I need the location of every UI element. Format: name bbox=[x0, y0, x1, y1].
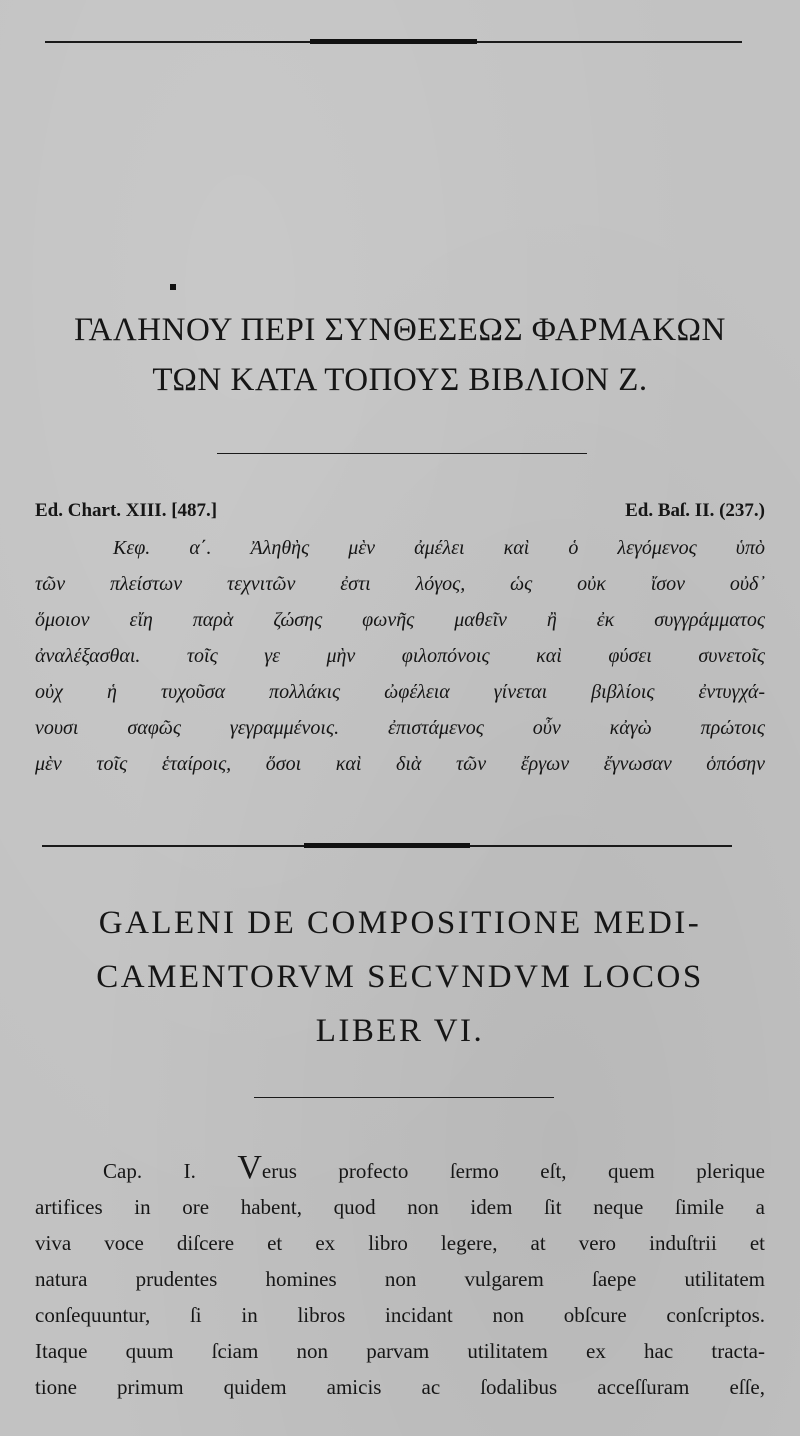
latin-text bbox=[35, 1150, 765, 1405]
latin-text-line: natura prudentes homines non vulgarem ſaepe utilitatem bbox=[35, 1267, 765, 1291]
greek-text-line: οὐχ ἡ τυχοῦσα πολλάκις ὠφέλεια γίνεται βιβλίοις ἐντυγχά- bbox=[35, 681, 765, 703]
edition-chart: Ed. Chart. XIII. [487.] bbox=[35, 500, 218, 521]
latin-text-line: tione primum quidem amicis ac ſodalibus acceſſuram eſſe, bbox=[35, 1375, 765, 1399]
chapter-label: Cap. I. bbox=[103, 1159, 196, 1183]
greek-title-line-2: ΤΩΝ ΚΑΤΑ ΤΟΠΟΥΣ ΒΙΒΛΙΟΝ Ζ. bbox=[152, 362, 648, 398]
latin-text-line: artifices in ore habent, quod non idem ſit neque ſimile a bbox=[35, 1195, 765, 1219]
top-rule bbox=[45, 41, 742, 43]
greek-text-line: νουσι σαφῶς γεγραμμένοις. ἐπιστάμενος οὖν κἀγὼ πρώτοις bbox=[35, 717, 765, 739]
edition-bas: Ed. Baſ. II. (237.) bbox=[625, 500, 765, 521]
latin-text-line: conſequuntur, ſi in libros incidant non obſcure conſcriptos. bbox=[35, 1303, 765, 1327]
latin-title-line-2: CAMENTORVM SECVNDVM LOCOS bbox=[96, 959, 704, 995]
greek-title bbox=[0, 305, 800, 405]
greek-text-line: ἀναλέξασθαι. τοῖς γε μὴν φιλοπόνοις καὶ φύσει συνετοῖς bbox=[35, 645, 765, 667]
latin-title-line-1: GALENI DE COMPOSITIONE MEDI- bbox=[98, 905, 702, 941]
latin-title-rule bbox=[254, 1097, 554, 1098]
greek-title-rule bbox=[217, 453, 587, 454]
latin-text-first-line bbox=[35, 1150, 765, 1189]
ornament-dot bbox=[170, 284, 176, 290]
section-divider-rule bbox=[42, 845, 732, 847]
latin-first-line-rest: erus profecto ſermo eſt, quem plerique bbox=[261, 1159, 765, 1183]
greek-text-line: τῶν πλείστων τεχνιτῶν ἐστι λόγος, ὡς οὐκ ἴσον οὐδ᾽ bbox=[35, 573, 765, 595]
greek-text bbox=[35, 530, 765, 782]
greek-text-line: Κεφ. α΄. Ἀληθὴς μὲν ἀμέλει καὶ ὁ λεγόμενος ὑπὸ bbox=[113, 537, 765, 559]
greek-title-line-1: ΓΑΛΗΝΟΥ ΠΕΡΙ ΣΥΝΘΕΣΕΩΣ ΦΑΡΜΑΚΩΝ bbox=[74, 312, 726, 348]
latin-title bbox=[0, 896, 800, 1058]
latin-title-line-3: LIBER VI. bbox=[315, 1013, 485, 1049]
drop-cap: V bbox=[237, 1149, 262, 1186]
greek-text-line: μὲν τοῖς ἑταίροις, ὅσοι καὶ διὰ τῶν ἔργων ἔγνωσαν ὁπόσην bbox=[35, 753, 765, 775]
greek-text-line: ὅμοιον εἴη παρὰ ζώσης φωνῆς μαθεῖν ἢ ἐκ συγγράμματος bbox=[35, 609, 765, 631]
latin-text-line: Itaque quum ſciam non parvam utilitatem ex hac tracta- bbox=[35, 1339, 765, 1363]
latin-text-line: viva voce diſcere et ex libro legere, at vero induſtrii et bbox=[35, 1231, 765, 1255]
